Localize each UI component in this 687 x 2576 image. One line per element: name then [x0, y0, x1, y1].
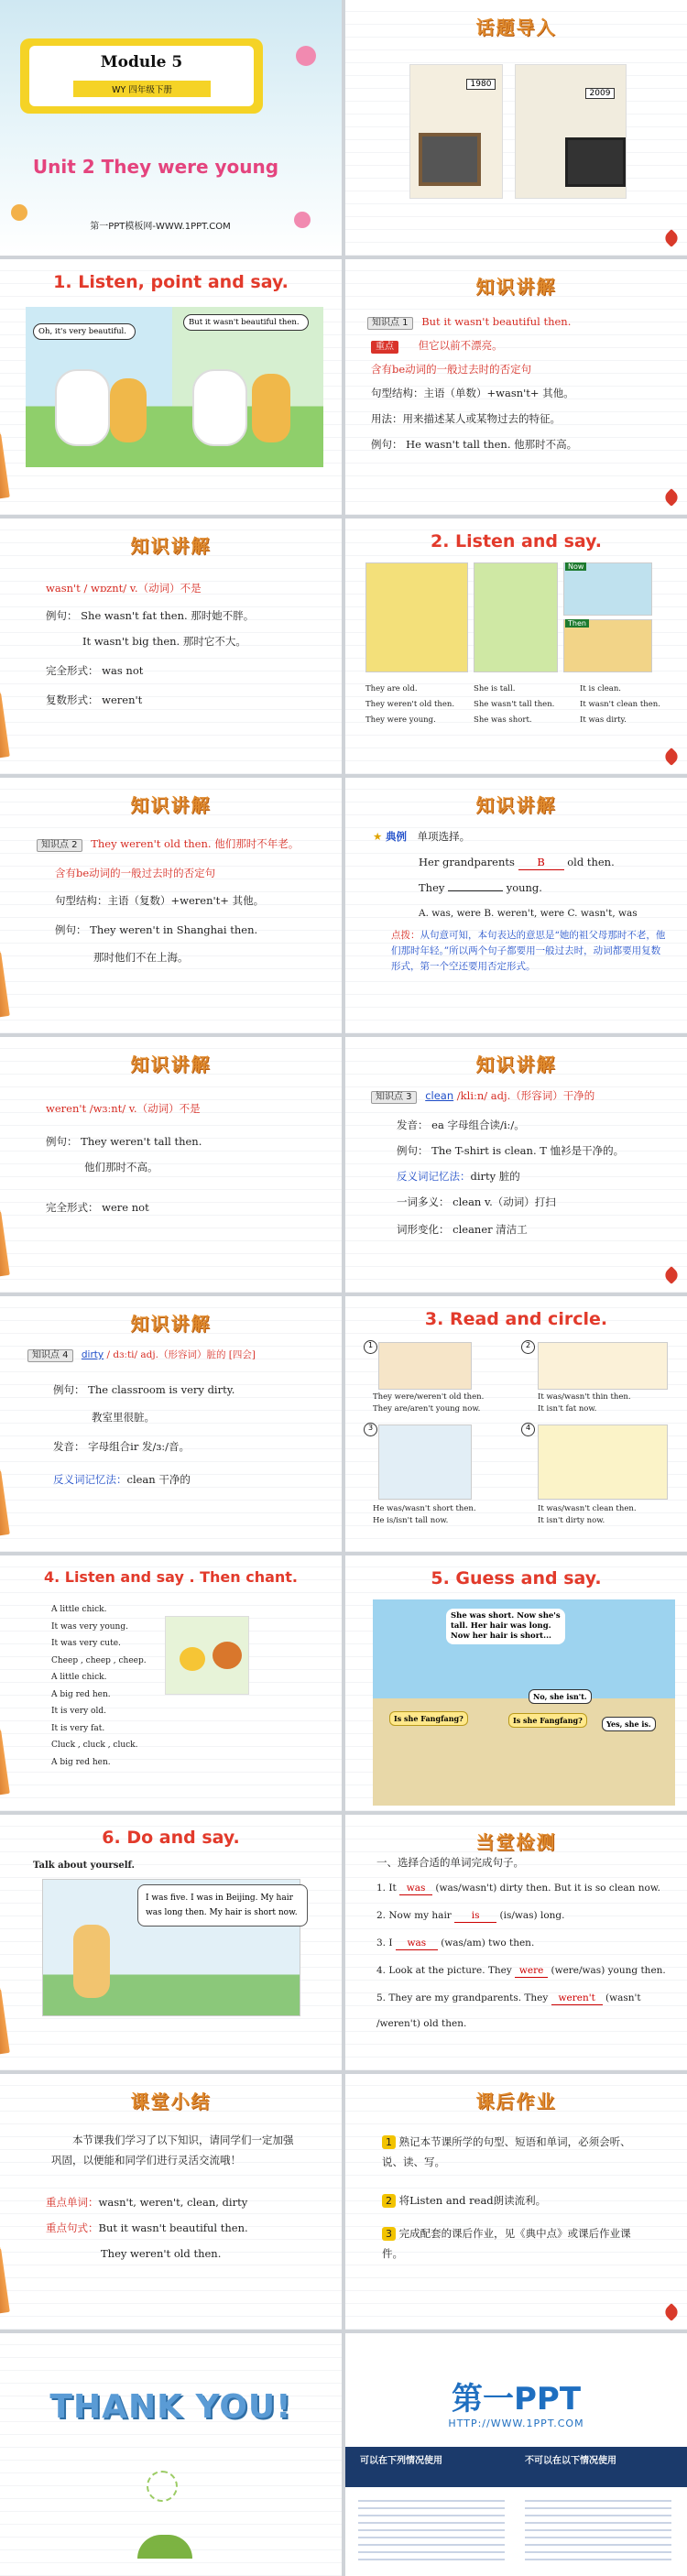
question-2 — [419, 882, 542, 895]
structure: 句型结构：主语（单数）+wasn't+ 其他。 — [371, 387, 574, 399]
example: 例句： The classroom is very dirty. — [53, 1383, 235, 1396]
caption-line: She was short. — [474, 715, 532, 725]
slide-14-guess-and-say[interactable] — [345, 1555, 687, 1811]
slide-16-quiz[interactable] — [345, 1815, 687, 2070]
full-form: 完全形式： was not — [46, 664, 144, 677]
unit-title: Unit 2 They were young — [32, 156, 279, 178]
brand-url[interactable]: HTTP://WWW.1PPT.COM — [448, 2418, 584, 2429]
quiz-line-5 — [376, 1992, 641, 2005]
slide-title: 课后作业 — [475, 2090, 557, 2112]
key-sentences-label: 重点句式： — [46, 2221, 99, 2234]
slide-20-brand[interactable] — [345, 2333, 687, 2576]
q1-end: old then. — [567, 856, 615, 868]
trans-line — [371, 340, 503, 354]
tv-old-icon — [419, 133, 481, 186]
q2-end: young. — [506, 881, 542, 894]
speech-bubble-2: But it wasn't beautiful then. — [183, 314, 309, 331]
homework-item-1 — [382, 2133, 648, 2173]
slide-15-do-and-say[interactable] — [0, 1815, 342, 2070]
caption-col-3 — [580, 682, 660, 728]
flower-icon — [296, 46, 316, 66]
caption-line: She is tall. — [474, 684, 516, 693]
flower-icon — [11, 204, 27, 221]
chant-line: It was very cute. — [51, 1639, 121, 1648]
chant-line: It is very fat. — [51, 1723, 105, 1733]
slide-title: 知识讲解 — [130, 1313, 212, 1335]
example: 例句： He wasn't tall then. 他那时不高。 — [371, 438, 578, 451]
dogs-image — [538, 1342, 668, 1390]
slide-title: 知识讲解 — [475, 794, 557, 816]
number-badge: 1 — [382, 2135, 396, 2149]
slide-title: 知识讲解 — [130, 794, 212, 816]
key-words: wasn't, weren't, clean, dirty — [98, 2196, 248, 2209]
q-start: 4. Look at the picture. They — [376, 1965, 512, 1976]
slide-5-knowledge-wasnt[interactable] — [0, 518, 342, 774]
task-text: 单项选择。 — [417, 830, 471, 843]
site-label: 第一PPT模板网-WWW.1PPT.COM — [90, 222, 231, 232]
caption-col-1 — [365, 682, 454, 728]
key-sentence: But it wasn't beautiful then. — [421, 315, 572, 328]
shoes-image — [538, 1424, 668, 1500]
caption-line: They are/aren't young now. — [373, 1404, 481, 1414]
thank-you-text: THANK YOU! — [49, 2388, 292, 2426]
example-trans: 教室里很脏。 — [92, 1411, 155, 1424]
antonym: clean 干净的 — [126, 1473, 191, 1486]
word-entry: wasn't / wɒznt/ v.（动词）不是 — [46, 582, 202, 595]
number-badge: 3 — [382, 2227, 396, 2241]
slide-6-listen-and-say[interactable] — [345, 518, 687, 774]
antonym-line — [53, 1474, 191, 1487]
bubble-question-2: Is she Fangfang? — [508, 1713, 587, 1728]
slide-title: 4. Listen and say . Then chant. — [43, 1568, 299, 1586]
quiz-line-2 — [376, 1910, 564, 1923]
chant-line: A little chick. — [51, 1605, 107, 1614]
module-label: Module 5 — [100, 53, 183, 71]
speech-bubble: I was five. I was in Beijing. My hair was long then. My hair is short now. — [137, 1884, 308, 1927]
answer-b: B — [518, 857, 564, 870]
point-tag: 知识点 4 — [27, 1349, 73, 1362]
slide-17-summary[interactable] — [0, 2074, 342, 2330]
answer: is — [454, 1910, 496, 1923]
example: 例句： They weren't in Shanghai then. — [55, 923, 258, 936]
slide-1-cover[interactable] — [0, 0, 342, 256]
number-badge: 2 — [382, 2194, 396, 2208]
dog-character-icon — [252, 374, 290, 442]
slide-3-listen-point-say[interactable] — [0, 259, 342, 515]
key-sentence-1: But it wasn't beautiful then. — [98, 2221, 248, 2234]
grammar-desc: 含有be动词的一般过去时的否定句 — [55, 867, 216, 879]
star-icon: ★ — [373, 830, 383, 843]
structure: 句型结构：主语（复数）+weren't+ 其他。 — [55, 894, 265, 907]
q-end: (were/was) young then. — [551, 1965, 666, 1976]
bubble-answer-1: No, she isn't. — [529, 1689, 592, 1704]
caption-line: It was/wasn't thin then. — [538, 1392, 631, 1402]
slide-title: 3. Read and circle. — [424, 1309, 608, 1329]
caption-3 — [373, 1503, 476, 1527]
caption-line: He was/wasn't short then. — [373, 1504, 476, 1513]
key-sentences-line — [46, 2222, 248, 2235]
quiz-line-4 — [376, 1965, 666, 1978]
slide-19-thank-you[interactable] — [0, 2333, 342, 2576]
answer: were — [515, 1965, 548, 1978]
q-end: (is/was) long. — [499, 1910, 565, 1921]
slide-title: 当堂检测 — [475, 1831, 557, 1853]
cat-character-icon — [55, 369, 110, 446]
point-tag: 知识点 2 — [37, 839, 82, 852]
chant-line: It is very old. — [51, 1707, 106, 1716]
slide-title: 5. Guess and say. — [431, 1568, 602, 1588]
caption-2 — [538, 1392, 631, 1415]
caption-line: It was dirty. — [580, 715, 627, 725]
key-sentence-2: They weren't old then. — [101, 2247, 222, 2260]
example-tag: 典例 — [385, 830, 407, 843]
prompt: Talk about yourself. — [33, 1861, 135, 1871]
phonetic: /kliːn/ adj.（形容词）干净的 — [456, 1089, 595, 1102]
speech-bubble-main: She was short. Now she's tall. Her hair was long. Now her hair is short... — [446, 1609, 565, 1644]
caption-line: They weren't old then. — [365, 700, 455, 709]
usage-forbidden-heading: 不可以在以下情况使用 — [525, 2456, 616, 2466]
caption-line: It isn't fat now. — [538, 1404, 597, 1414]
word-clean: clean — [425, 1089, 454, 1102]
task-line — [373, 831, 470, 844]
key-words-label: 重点单词： — [46, 2196, 99, 2209]
year-1980: 1980 — [466, 79, 496, 90]
link-list-right — [525, 2500, 671, 2564]
example-2: It wasn't big then. 那时它不大。 — [82, 635, 246, 648]
quiz-line-3 — [376, 1937, 534, 1950]
example-trans: 那时他们不在上海。 — [93, 951, 189, 964]
caption-line: He is/isn't tall now. — [373, 1516, 449, 1525]
caption-line: It is clean. — [580, 684, 622, 693]
multi-meaning: 一词多义： clean v.（动词）打扫 — [397, 1195, 556, 1208]
slide-7-knowledge-2[interactable] — [0, 778, 342, 1033]
slide-title: 知识讲解 — [475, 276, 557, 298]
q-start: 5. They are my grandparents. They — [376, 1992, 549, 2003]
slide-10-knowledge-clean[interactable] — [345, 1037, 687, 1293]
cat-character-icon — [192, 369, 247, 446]
dandelion-icon — [147, 2471, 178, 2502]
slide-title: 知识讲解 — [475, 1053, 557, 1075]
point-line — [37, 838, 299, 852]
homework-text: 完成配套的课后作业，见《典中点》或课后作业课件。 — [382, 2227, 631, 2260]
blank — [448, 890, 503, 891]
antonym-label: 反义词记忆法： — [53, 1473, 127, 1486]
speech-bubble-1: Oh, it's very beautiful. — [33, 323, 136, 340]
caption-line: She wasn't tall then. — [474, 700, 555, 709]
num-4: 4 — [521, 1423, 535, 1436]
pronunciation: 发音： ea 字母组合读/iː/。 — [397, 1119, 525, 1131]
slide-title: 6. Do and say. — [102, 1828, 240, 1848]
slide-4-knowledge-1[interactable] — [345, 259, 687, 515]
example: 例句： The T-shirt is clean. T 恤衫是干净的。 — [397, 1144, 625, 1157]
usage-allowed-heading: 可以在下列情况使用 — [360, 2456, 442, 2466]
chant-lines — [51, 1601, 147, 1771]
q-end: (was/wasn't) dirty then. But it is so clean now. — [435, 1883, 660, 1894]
hint-text: 从句意可知，本句表达的意思是“她的祖父母那时不老，他们那时年轻。”所以两个句子都要用一般过去时，动词都要用复数形式，第一个空还要用否定形式。 — [391, 930, 666, 972]
question-1 — [419, 857, 615, 870]
dog-character-icon — [110, 378, 147, 442]
word-entry: weren't /wɜːnt/ v.（动词）不是 — [46, 1102, 201, 1115]
homework-text: 将Listen and read朗读流利。 — [398, 2194, 547, 2207]
quiz-line-5b: /weren't) old then. — [376, 2018, 467, 2029]
slide-title: 话题导入 — [475, 16, 557, 38]
chant-line: Cluck , cluck , cluck. — [51, 1741, 138, 1750]
chant-line: A little chick. — [51, 1673, 107, 1682]
focus-tag: 重点 — [371, 341, 398, 354]
hen-icon — [213, 1642, 242, 1669]
chant-line: A big red hen. — [51, 1689, 111, 1699]
point-line — [367, 316, 571, 330]
caption-line: It isn't dirty now. — [538, 1516, 605, 1525]
slide-18-homework[interactable] — [345, 2074, 687, 2330]
caption-line: They were young. — [365, 715, 436, 725]
chant-line: It was very young. — [51, 1621, 128, 1632]
q-end: (wasn't — [605, 1992, 641, 2003]
grandparents-image — [378, 1342, 472, 1390]
flower-icon — [294, 212, 311, 228]
q2-start: They — [419, 881, 445, 894]
slide-13-chant[interactable] — [0, 1555, 342, 1811]
slide-2-topic-intro[interactable] — [345, 0, 687, 256]
antonym-line — [397, 1171, 520, 1184]
caption-4 — [538, 1503, 637, 1527]
phonetic: / dɜːti/ adj.（形容词）脏的 [四会] — [106, 1349, 256, 1360]
edition-label: WY 四年级下册 — [73, 81, 211, 97]
caption-line: They were/weren't old then. — [373, 1392, 485, 1402]
slide-title: 1. Listen, point and say. — [53, 272, 289, 292]
chant-line: A big red hen. — [51, 1757, 111, 1767]
homework-text: 熟记本节课所学的句型、短语和单词，必须会听、说、读、写。 — [382, 2135, 631, 2168]
example-1: 例句： She wasn't fat then. 那时她不胖。 — [46, 609, 255, 622]
answer: was — [396, 1937, 438, 1950]
example-1: 例句： They weren't tall then. — [46, 1135, 202, 1148]
summary-intro: 本节课我们学习了以下知识，请同学们一定加强巩固，以便能和同学们进行灵活交流哦！ — [51, 2134, 294, 2167]
quiz-intro: 一、选择合适的单词完成句子。 — [376, 1856, 524, 1869]
q1-start: Her grandparents — [419, 856, 515, 868]
boy-man-image — [378, 1424, 472, 1500]
point-line — [27, 1349, 256, 1362]
answer: was — [399, 1883, 432, 1895]
slide-9-knowledge-werent[interactable] — [0, 1037, 342, 1293]
link-list-left — [358, 2500, 505, 2564]
girl-image — [474, 562, 558, 672]
hint-label: 点拨： — [391, 930, 420, 941]
slide-title: 知识讲解 — [130, 1053, 212, 1075]
plural-form: 复数形式： weren't — [46, 693, 143, 706]
q-start: 2. Now my hair — [376, 1910, 452, 1921]
num-2: 2 — [521, 1340, 535, 1354]
usage: 用法：用来描述某人或某物过去的特征。 — [371, 412, 561, 425]
point-tag: 知识点 3 — [371, 1091, 417, 1104]
q-start: 1. It — [376, 1883, 397, 1894]
homework-item-3 — [382, 2224, 648, 2265]
bubble-answer-2: Yes, she is. — [602, 1717, 656, 1731]
num-3: 3 — [364, 1423, 377, 1436]
translation: 但它以前不漂亮。 — [418, 339, 503, 352]
year-2009: 2009 — [585, 88, 615, 99]
options: A. was, were B. weren't, were C. wasn't, was — [419, 908, 638, 919]
now-label: Now — [565, 562, 586, 571]
slide-title: 课堂小结 — [130, 2090, 212, 2112]
chick-icon — [180, 1647, 205, 1671]
chant-line: Cheep , cheep , cheep. — [51, 1655, 147, 1665]
quiz-line-1 — [376, 1883, 660, 1895]
grammar-desc: 含有be动词的一般过去时的否定句 — [371, 363, 532, 376]
caption-line: It wasn't clean then. — [580, 700, 660, 709]
antonym: dirty 脏的 — [470, 1170, 520, 1183]
slide-11-knowledge-dirty[interactable] — [0, 1296, 342, 1552]
antonym-label: 反义词记忆法： — [397, 1170, 471, 1183]
key-sentence: They weren't old then. 他们那时不年老。 — [91, 837, 300, 850]
pronunciation: 发音： 字母组合ir 发/ɜː/音。 — [53, 1440, 190, 1453]
brand-logo: 第一PPT — [451, 2381, 582, 2418]
grandparents-image — [365, 562, 468, 672]
q-start: 3. I — [376, 1937, 393, 1948]
hint-block — [391, 928, 666, 974]
caption-line: They are old. — [365, 684, 418, 693]
slide-title: 知识讲解 — [130, 535, 212, 557]
homework-item-2 — [382, 2191, 648, 2211]
then-label: Then — [565, 619, 589, 628]
caption-col-2 — [474, 682, 554, 728]
point-line — [371, 1090, 594, 1104]
girl-character-icon — [73, 1925, 110, 1998]
key-words-line — [46, 2197, 247, 2210]
bubble-question-1: Is she Fangfang? — [389, 1711, 468, 1726]
slide-8-example-exercise[interactable] — [345, 778, 687, 1033]
word-dirty: dirty — [81, 1349, 104, 1360]
full-form: 完全形式： were not — [46, 1201, 149, 1214]
answer: weren't — [551, 1992, 603, 2005]
num-1: 1 — [364, 1340, 377, 1354]
q-end: (was/am) two then. — [441, 1937, 535, 1948]
point-tag: 知识点 1 — [367, 317, 413, 330]
caption-1 — [373, 1392, 484, 1415]
example-2: 他们那时不高。 — [84, 1161, 158, 1173]
tv-new-icon — [565, 137, 626, 187]
slide-title: 2. Listen and say. — [430, 531, 603, 551]
slide-12-read-and-circle[interactable] — [345, 1296, 687, 1552]
word-forms: 词形变化： cleaner 清洁工 — [397, 1223, 528, 1236]
caption-line: It was/wasn't clean then. — [538, 1504, 637, 1513]
